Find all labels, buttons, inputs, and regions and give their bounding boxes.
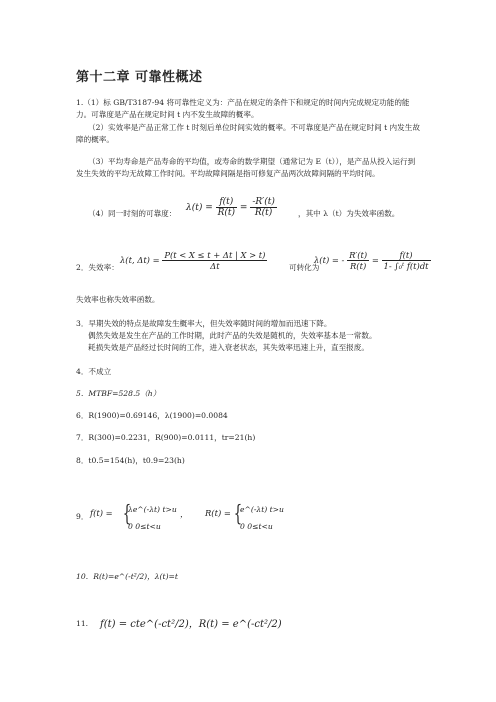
item-7: 7．R(300)=0.2231，R(900)=0.0111，tr=21(h) <box>76 433 256 442</box>
item-2-mid: 可转化为 <box>289 263 320 272</box>
item-3-1: 3．早期失效的特点是故障发生概率大，但失效率随时间的增加而迅速下降。 <box>76 319 332 328</box>
eq3-lhs: λ(t) = - <box>314 255 345 265</box>
eq9a-bottom: 0 0≤t<u <box>128 522 161 531</box>
item-10: 10．R(t)=e^(-t²/2)，λ(t)=t <box>76 572 178 581</box>
eq9b-top: e^(-λt) t>u <box>240 505 284 514</box>
eq1-num1: f(t) <box>216 197 237 208</box>
eq1-lhs: λ(t) = <box>186 203 213 213</box>
eq3-fraction-2 <box>382 250 431 271</box>
item-5: 5．MTBF=528.5（h） <box>76 389 161 398</box>
eq9b-lhs: R(t) = <box>205 508 231 518</box>
eq1-equals: = <box>239 203 248 213</box>
eq3-num2: f(t) <box>382 250 431 261</box>
item-3-2: 偶然失效是发生在产品的工作时期，此时产品的失效是随机的，失效率基本是一常数。 <box>88 331 377 340</box>
item-2-note: 失效率也称失效率函数。 <box>76 295 160 304</box>
item-8: 8．t0.5=154(h)，t0.9=23(h) <box>76 456 185 465</box>
equation-reliability <box>186 197 277 218</box>
eq3-num1: R′(t) <box>349 250 368 260</box>
eq2-num: P(t < X ≤ t + Δt | X > t) <box>164 250 266 260</box>
item-1-3: （3）平均寿命是产品寿命的平均值，或寿命的数学期望（通常记为 E（t）），是产品从投入运行到发生失效的平均无故障工作时间。平均故障间隔是指可修复产品两次故障间隔的平均时间。 <box>76 157 416 178</box>
equation-failure-rate-alt <box>314 250 431 271</box>
eq1-fraction-2 <box>250 197 277 218</box>
eq9a-lhs: f(t) = <box>90 508 113 518</box>
eq9a-top: λe^(-λt) t>u <box>128 505 177 514</box>
item-2-prefix: 2．失效率： <box>76 263 119 272</box>
eq9a-separator: ， <box>180 510 188 519</box>
chapter-title: 第十二章 可靠性概述 <box>76 70 203 85</box>
eq2-fraction <box>162 250 267 271</box>
eq1-fraction-1 <box>216 197 237 218</box>
eq3-den1: R(t) <box>350 261 367 271</box>
eq9b-bottom: 0 0≤t<u <box>240 522 273 531</box>
eq3-fraction-1 <box>347 250 369 271</box>
item-1-4-prefix: （4）同一时刻的可靠度： <box>88 209 177 218</box>
item-3-3: 耗损失效是产品经过长时间的工作，进入衰老状态，其失效率迅速上升，直至报废。 <box>88 343 369 352</box>
eq1-den1: R(t) <box>217 208 236 218</box>
item-11-label: 11. <box>76 619 89 628</box>
item-1-1: 1.（1）标 GB/T3187-94 将可靠性定义为：产品在规定的条件下和规定的时间内完成规定功能的能力。可靠度是产品在规定时间 t 内不发生故障的概率。 <box>76 98 410 119</box>
eq2-lhs: λ(t, Δt) = <box>120 255 160 265</box>
equation-failure-rate <box>120 250 267 271</box>
eq3-den2: 1- ∫₀ᵗ f(t)dt <box>383 261 429 271</box>
eq1-num2: -R′(t) <box>252 197 275 207</box>
brace-9a: { <box>122 502 132 527</box>
brace-9b: { <box>233 502 243 527</box>
eq3-equals: = <box>371 255 379 265</box>
eq1-den2: R(t) <box>254 208 273 218</box>
item-4: 4．不成立 <box>76 367 112 376</box>
item-6: 6．R(1900)=0.69146，λ(1900)=0.0084 <box>76 411 228 420</box>
item-1-2: （2）实效率是产品正常工作 t 时刻后单位时间实效的概率。不可靠度是产品在规定时间 t 内发生故障的概率。 <box>76 123 420 144</box>
item-1-4-suffix: ，其中 λ（t）为失效率函数。 <box>298 209 400 218</box>
equation-9a <box>90 508 113 518</box>
eq2-den: Δt <box>210 261 220 271</box>
equation-11: f(t) = cte^(-ct²/2)，R(t) = e^(-ct²/2) <box>100 619 282 630</box>
item-9-label: 9． <box>76 512 89 521</box>
